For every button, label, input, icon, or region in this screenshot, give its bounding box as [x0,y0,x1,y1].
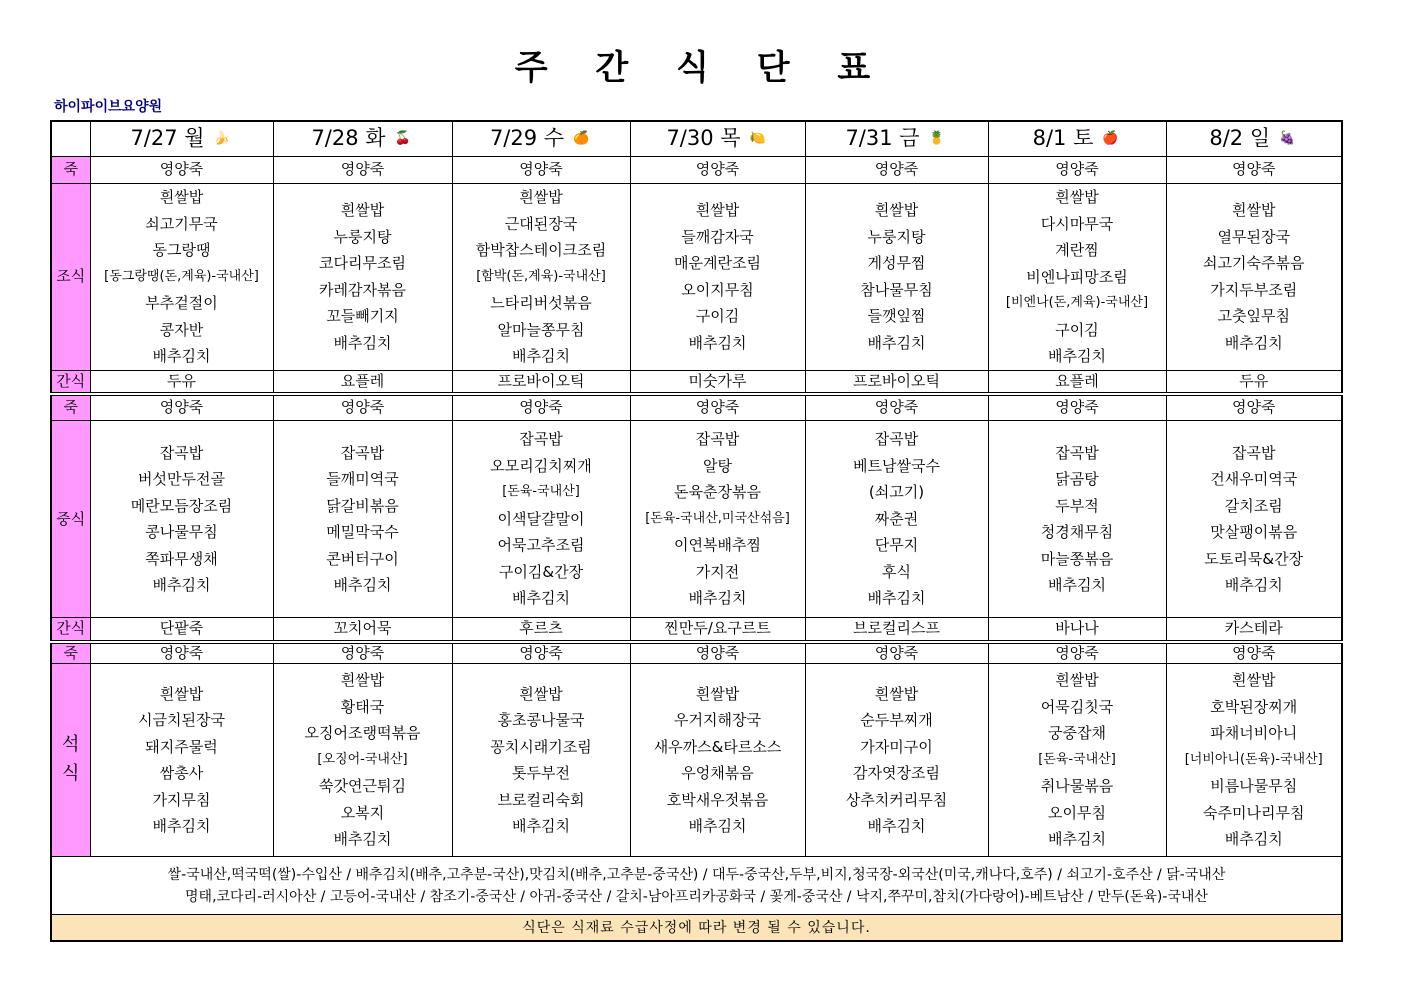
origin-row [51,857,1342,915]
menu-item: 도토리묵&간장 [1204,549,1304,568]
menu-item: 들깨미역국 [326,470,399,489]
menu-item: 메란모듬장조림 [130,496,233,515]
menu-item: 고춧잎무침 [1217,307,1290,326]
menu-item: 시금치된장국 [138,711,225,730]
organization-name: 하이파이브요양원 [54,99,163,115]
menu-item: 잡곡밥 [340,443,385,462]
menu-cell: 영양죽 [273,394,452,421]
menu-item: 마늘쫑볶음 [1040,549,1114,568]
day-label: 7/27 월 [130,125,205,150]
menu-item: 근대된장국 [504,214,578,233]
dinner-porridge-row [51,642,1342,664]
menu-cell: 영양죽 [452,394,630,421]
day-header [273,121,452,156]
menu-item-list [1167,184,1342,370]
menu-item: 배추김치 [867,333,926,352]
lunch-row [51,421,1342,618]
menu-item: 배추김치 [512,347,570,366]
menu-item: 꽁치시래기조림 [490,737,592,756]
menu-item-list [631,184,805,370]
menu-item: 배추김치 [152,817,211,836]
menu-cell: 프로바이오틱 [452,371,630,394]
menu-item: 흰쌀밥 [340,671,385,690]
menu-item: 코다리무조림 [319,254,406,273]
menu-item: 짜춘권 [874,509,919,528]
menu-cell: 프로바이오틱 [805,371,988,394]
menu-cell: 영양죽 [90,642,273,664]
menu-item: 배추김치 [688,589,747,608]
row-label [51,183,90,370]
row-label-part: 중식 [56,509,86,528]
menu-item: 오모리김치찌개 [490,456,592,475]
menu-item: 오이무침 [1048,803,1106,822]
row-label: 간식 [51,618,90,642]
menu-cell [630,421,805,618]
menu-item: 참나물무침 [860,280,933,299]
day-label: 7/30 목 [666,125,741,150]
menu-item: 카레감자볶음 [319,280,406,299]
menu-item: 쇠고기숙주볶음 [1203,254,1305,273]
menu-item: 비름나물무침 [1210,777,1298,796]
menu-item: 배추김치 [152,347,211,366]
menu-cell [273,183,452,370]
orange-icon: 🍊 [572,130,590,146]
day-header [988,121,1166,156]
menu-item: 흰쌀밥 [874,201,919,220]
menu-item: 흰쌀밥 [1232,201,1276,220]
menu-cell: 영양죽 [805,642,988,664]
menu-item: 쇠고기무국 [145,214,218,233]
day-header [1166,121,1342,156]
menu-item: 가지두부조림 [1210,280,1298,299]
row-label: 죽 [51,156,90,183]
menu-cell [805,664,988,857]
menu-item-list [1167,664,1342,856]
day-label: 8/2 일 [1209,125,1271,150]
menu-item-list [631,664,805,856]
menu-cell: 요플레 [273,371,452,394]
menu-item: 구이김 [1055,320,1099,339]
menu-item: 상추치커리무침 [845,790,948,809]
menu-item: 흰쌀밥 [1055,671,1099,690]
day-header [90,121,273,156]
menu-cell: 영양죽 [1166,156,1342,183]
day-header-row [51,121,1342,156]
menu-item: 잡곡밥 [1055,443,1099,462]
menu-item-list [274,184,452,370]
menu-cell: 바나나 [988,618,1166,642]
menu-cell: 영양죽 [805,156,988,183]
menu-cell: 영양죽 [452,642,630,664]
menu-cell [90,421,273,618]
afternoon-snack-row [51,618,1342,642]
menu-item: 구이김&간장 [498,562,584,581]
breakfast-row [51,183,1342,370]
cherry-icon: 🍒 [394,130,411,146]
menu-item: 오징어조랭떡볶음 [304,724,421,743]
menu-item: 오이지무침 [681,280,754,299]
menu-item: 새우까스&타르소스 [653,737,782,756]
menu-item-list [453,421,630,617]
menu-item: 돈육춘장볶음 [674,483,761,502]
menu-item: 배추김치 [333,830,392,849]
row-label: 간식 [51,371,90,394]
menu-item: 베트남쌀국수 [853,456,940,475]
menu-item: [돈육-국내산,미국산섞음] [645,510,790,526]
menu-item: 후식 [882,562,911,581]
pineapple-icon: 🍍 [928,130,945,146]
menu-item: [비엔나(돈,계육)-국내산] [1005,295,1149,311]
menu-item: [오징어-국내산] [317,751,408,767]
menu-item: 알탕 [703,456,732,475]
row-label-part: 조식 [56,267,86,286]
menu-item: 이연복배추찜 [674,536,761,555]
menu-item: 홍초콩나물국 [497,711,585,730]
menu-item: 쑥갓연근튀김 [319,777,406,796]
menu-item: 톳두부전 [512,764,570,783]
menu-item: 배추김치 [1224,576,1283,595]
menu-cell [988,421,1166,618]
menu-item: 버섯만두전골 [138,470,225,489]
notice-row [51,915,1342,941]
menu-item: 배추김치 [688,333,747,352]
breakfast-porridge-row [51,156,1342,183]
menu-item: 배추김치 [1048,576,1106,595]
row-label-part: 석 [62,734,80,756]
menu-item-list [989,421,1166,617]
menu-item: 누룽지탕 [333,227,392,246]
menu-item: 알마늘쫑무침 [497,320,585,339]
lunch-porridge-row [51,394,1342,421]
menu-item: 흰쌀밥 [1055,188,1099,207]
menu-item: 닭갈비볶음 [326,496,399,515]
menu-item: 배추김치 [152,576,211,595]
menu-cell: 영양죽 [1166,642,1342,664]
grape-icon: 🍇 [1279,130,1296,146]
menu-cell [630,183,805,370]
banana-icon: 🍌 [213,130,230,146]
menu-item: 흰쌀밥 [1232,671,1276,690]
menu-item: [함박(돈,계육)-국내산] [476,268,606,284]
menu-item-list [806,421,988,617]
menu-item: 황태국 [340,697,385,716]
apple-icon: 🍎 [1102,130,1119,146]
menu-item: 배추김치 [1048,347,1106,366]
weekly-menu-table [50,120,1343,942]
menu-item: 파채너비아니 [1210,724,1298,743]
menu-item: 메밀막국수 [326,523,399,542]
menu-item: 취나물볶음 [1040,777,1114,796]
row-label: 죽 [51,394,90,421]
menu-item: 두부적 [1055,496,1099,515]
menu-item: 배추김치 [867,817,926,836]
menu-item: 매운계란조림 [674,254,761,273]
menu-item: [동그랑땡(돈,계육)-국내산] [104,268,259,284]
menu-item: 호박된장찌개 [1210,697,1298,716]
menu-item: 잡곡밥 [874,430,919,449]
menu-item: 궁중잡채 [1048,724,1106,743]
menu-cell: 영양죽 [988,156,1166,183]
menu-item: 청경채무침 [1040,523,1114,542]
menu-item-list [989,664,1166,856]
day-label: 7/29 수 [489,125,565,150]
menu-item: 계란찜 [1055,241,1099,260]
menu-item: 흰쌀밥 [695,201,740,220]
menu-item: [너비아니(돈육)-국내산] [1184,751,1323,767]
menu-item: 단무지 [874,536,919,555]
menu-cell: 영양죽 [273,642,452,664]
page-title: 주 간 식 단 표 [514,48,889,88]
menu-cell [988,183,1166,370]
menu-cell [90,183,273,370]
menu-item: 잡곡밥 [159,443,204,462]
menu-item-list [1167,421,1342,617]
menu-item: 호박새우젓볶음 [666,790,769,809]
menu-item-list [806,184,988,370]
menu-item: 배추김치 [512,817,570,836]
day-header [630,121,805,156]
menu-item: 배추김치 [512,589,570,608]
menu-item-list [274,664,452,856]
menu-item: [돈육-국내산] [502,484,580,500]
day-label: 7/31 금 [845,125,920,150]
menu-cell: 후르츠 [452,618,630,642]
row-label: 죽 [51,642,90,664]
menu-item: [돈육-국내산] [1038,751,1116,767]
menu-cell: 브로컬리스프 [805,618,988,642]
menu-cell [1166,183,1342,370]
menu-item: 느타리버섯볶음 [490,294,592,313]
origin-line: 명태,코다리-러시아산 / 고등어-국내산 / 참조기-중국산 / 아귀-중국산 / 갈치-남아프리카공화국 / 꽃게-중국산 / 낙지,쭈꾸미,참치(가다랑어)-베트남산 / 만두(돈육)-국내산 [185,888,1208,905]
menu-item: 흰쌀밥 [159,684,204,703]
menu-item: 가지무침 [152,790,211,809]
menu-item-list [91,184,273,370]
menu-cell [988,664,1166,857]
menu-item: 흰쌀밥 [874,684,919,703]
menu-cell [273,664,452,857]
menu-item: 동그랑땡 [152,241,211,260]
menu-item: 들깨감자국 [681,227,754,246]
day-header [452,121,630,156]
morning-snack-row [51,371,1342,394]
menu-cell: 영양죽 [630,394,805,421]
menu-item: 브로컬리숙회 [497,790,585,809]
menu-item: 잡곡밥 [695,430,740,449]
menu-item: 숙주미나리무침 [1203,803,1305,822]
menu-item: 배추김치 [333,333,392,352]
menu-item: 흰쌀밥 [695,684,740,703]
menu-cell [630,664,805,857]
origin-info [51,857,1342,915]
menu-cell: 미숫가루 [630,371,805,394]
menu-cell: 단팥죽 [90,618,273,642]
menu-cell: 카스테라 [1166,618,1342,642]
row-label [51,664,90,857]
menu-item: 배추김치 [1048,830,1106,849]
corner-cell [51,121,90,156]
menu-cell: 영양죽 [805,394,988,421]
menu-item: 다시마무국 [1040,214,1114,233]
menu-item: 돼지주물럭 [145,737,218,756]
menu-item: 잡곡밥 [1232,443,1276,462]
menu-cell: 영양죽 [630,156,805,183]
menu-cell: 영양죽 [988,394,1166,421]
menu-item: 흰쌀밥 [340,201,385,220]
menu-item-list [274,421,452,617]
menu-cell [805,421,988,618]
menu-item-list [91,664,273,856]
menu-cell: 영양죽 [988,642,1166,664]
menu-cell: 찐만두/요구르트 [630,618,805,642]
menu-item: 배추김치 [688,817,747,836]
menu-item: 콩자반 [159,320,204,339]
menu-item: 건새우미역국 [1210,470,1298,489]
menu-item: 순두부찌개 [860,711,933,730]
menu-item: 들깻잎찜 [867,307,926,326]
menu-cell [90,664,273,857]
menu-cell: 요플레 [988,371,1166,394]
day-label: 8/1 토 [1032,125,1094,150]
menu-item: 콘버터구이 [326,549,399,568]
dinner-row [51,664,1342,857]
menu-item: 콩나물무침 [145,523,218,542]
menu-item: 배추김치 [333,576,392,595]
menu-item: 쪽파무생채 [145,549,218,568]
menu-cell [1166,664,1342,857]
menu-item: 닭곰탕 [1055,470,1099,489]
menu-item-list [91,421,273,617]
menu-item: 배추김치 [1224,333,1283,352]
menu-item: 부추겉절이 [145,294,218,313]
menu-item-list [453,184,630,370]
menu-item: 흰쌀밥 [159,188,204,207]
menu-item-list [453,664,630,856]
menu-item-list [989,184,1166,370]
menu-item: 함박찹스테이크조림 [475,241,607,260]
menu-item: 배추김치 [867,589,926,608]
menu-cell [1166,421,1342,618]
menu-item: 배추김치 [1224,830,1283,849]
row-label [51,421,90,618]
menu-cell [452,664,630,857]
menu-item: 잡곡밥 [519,430,563,449]
menu-cell: 영양죽 [90,394,273,421]
menu-cell [452,183,630,370]
menu-cell: 영양죽 [452,156,630,183]
menu-item: 우거지해장국 [674,711,761,730]
day-label: 7/28 화 [311,125,386,150]
menu-item-list [631,421,805,617]
menu-item-list [806,664,988,856]
day-header [805,121,988,156]
menu-item: (쇠고기) [868,483,925,502]
menu-item: 가지전 [695,562,740,581]
notice-text: 식단은 식재료 수급사정에 따라 변경 될 수 있습니다. [51,915,1342,941]
menu-item: 가자미구이 [860,737,933,756]
menu-item: 흰쌀밥 [519,684,563,703]
menu-cell: 두유 [90,371,273,394]
menu-item: 갈치조림 [1224,496,1283,515]
menu-item: 맛살팽이볶음 [1210,523,1298,542]
menu-cell: 영양죽 [273,156,452,183]
menu-cell: 꼬치어묵 [273,618,452,642]
menu-item: 어묵김칫국 [1040,697,1114,716]
lemon-icon: 🍋 [749,130,766,146]
menu-item: 쌈총사 [159,764,204,783]
menu-cell [452,421,630,618]
menu-item: 흰쌀밥 [519,188,563,207]
menu-cell: 두유 [1166,371,1342,394]
menu-item: 게성무찜 [867,254,926,273]
menu-item: 우엉채볶음 [681,764,754,783]
origin-line: 쌀-국내산,떡국떡(쌀)-수입산 / 배추김치(배추,고추분-국산),맛김치(배추,고추분-중국산) / 대두-중국산,두부,비지,청국장-외국산(미국,캐나다,호주) / 쇠고기-호주산 / 닭-국내산 [167,866,1226,883]
menu-item: 이색달걀말이 [497,509,585,528]
menu-cell: 영양죽 [630,642,805,664]
menu-item: 꼬들빼기지 [326,307,399,326]
menu-item: 오복지 [340,803,385,822]
menu-cell [273,421,452,618]
menu-item: 구이김 [695,307,740,326]
menu-cell: 영양죽 [90,156,273,183]
menu-item: 비엔나피망조림 [1026,267,1128,286]
menu-cell: 영양죽 [1166,394,1342,421]
menu-item: 열무된장국 [1217,227,1290,246]
menu-cell [805,183,988,370]
menu-item: 누룽지탕 [867,227,926,246]
row-label-part: 식 [62,763,80,785]
menu-item: 어묵고추조림 [497,536,585,555]
menu-item: 감자엿장조림 [853,764,940,783]
